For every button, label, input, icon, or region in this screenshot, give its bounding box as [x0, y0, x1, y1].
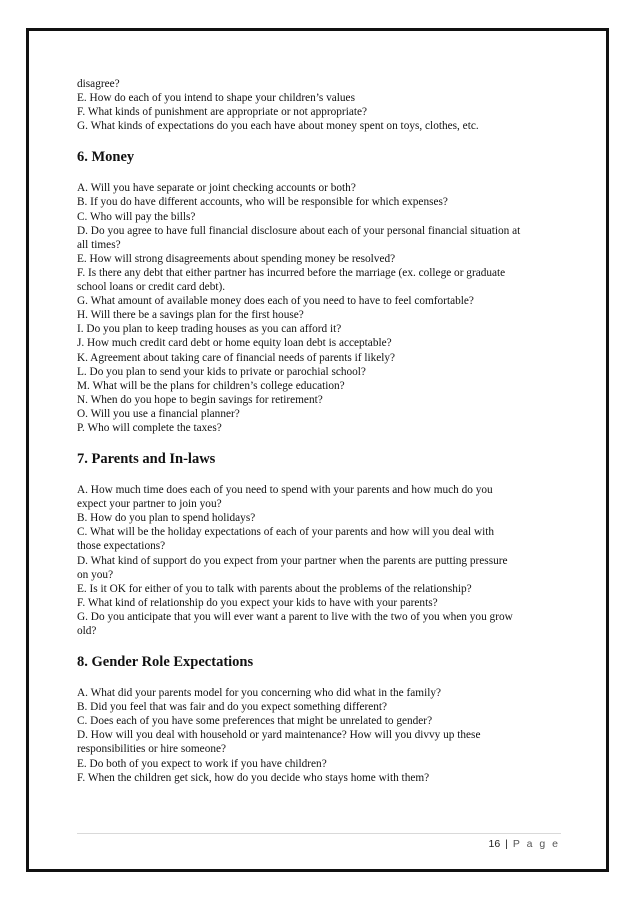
- document-body: [77, 77, 571, 785]
- question-line: A. Will you have separate or joint checking accounts or both?: [77, 182, 356, 195]
- question-line: B. How do you plan to spend holidays?: [77, 512, 256, 525]
- footer-divider: [77, 833, 561, 834]
- intro-block: [77, 77, 571, 133]
- section-money: [77, 148, 571, 435]
- question-line: B. If you do have different accounts, who will be responsible for which expenses?: [77, 196, 448, 209]
- page-footer: [488, 838, 560, 850]
- question-line: C. What will be the holiday expectations of each of your parents and how will you deal with: [77, 526, 495, 539]
- question-line: F. What kind of relationship do you expect your kids to have with your parents?: [77, 596, 438, 609]
- question-line: old?: [77, 625, 97, 637]
- question-line: G. Do you anticipate that you will ever want a parent to live with the two of you when you grow: [77, 610, 513, 623]
- question-line: D. What kind of support do you expect from your partner when the parents are putting pressure: [77, 554, 508, 567]
- question-line: responsibilities or hire someone?: [77, 743, 227, 756]
- question-line: O. Will you use a financial planner?: [77, 407, 240, 420]
- question-line: school loans or credit card debt).: [77, 281, 226, 294]
- question-line: expect your partner to join you?: [77, 498, 222, 511]
- section-heading: 6. Money: [77, 149, 135, 166]
- question-line: J. How much credit card debt or home equity loan debt is acceptable?: [77, 337, 392, 350]
- question-line: all times?: [77, 238, 121, 251]
- question-line: E. How will strong disagreements about spending money be resolved?: [77, 252, 396, 265]
- question-line: A. How much time does each of you need to spend with your parents and how much do you: [77, 484, 493, 497]
- question-line: G. What amount of available money does each of you need to have to feel comfortable?: [77, 295, 474, 308]
- question-line: C. Does each of you have some preferences that might be unrelated to gender?: [77, 715, 433, 728]
- question-line: E. Is it OK for either of you to talk with parents about the problems of the relationship?: [77, 582, 472, 595]
- text-line: F. What kinds of punishment are appropriate or not appropriate?: [77, 106, 368, 119]
- question-line: D. How will you deal with household or yard maintenance? How will you divvy up these: [77, 729, 481, 742]
- question-line: A. What did your parents model for you concerning who did what in the family?: [77, 687, 442, 700]
- question-line: E. Do both of you expect to work if you have children?: [77, 757, 327, 770]
- question-line: P. Who will complete the taxes?: [77, 421, 222, 434]
- question-line: on you?: [77, 568, 114, 581]
- question-line: N. When do you hope to begin savings for retirement?: [77, 393, 323, 406]
- question-line: B. Did you feel that was fair and do you expect something different?: [77, 701, 388, 714]
- text-line: E. How do each of you intend to shape your children’s values: [77, 92, 355, 105]
- text-line: disagree?: [77, 78, 120, 90]
- question-line: M. What will be the plans for children’s college education?: [77, 379, 345, 392]
- question-line: L. Do you plan to send your kids to private or parochial school?: [77, 365, 366, 378]
- page-label: P a g e: [512, 838, 560, 850]
- page-number: 16: [488, 838, 501, 850]
- question-line: H. Will there be a savings plan for the first house?: [77, 309, 304, 322]
- section-heading: 8. Gender Role Expectations: [77, 654, 254, 671]
- section-gender-role-expectations: [77, 653, 571, 785]
- section-heading: 7. Parents and In-laws: [77, 451, 216, 468]
- question-line: those expectations?: [77, 540, 166, 553]
- question-line: I. Do you plan to keep trading houses as you can afford it?: [77, 323, 342, 336]
- footer-separator: |: [505, 838, 508, 850]
- question-line: C. Who will pay the bills?: [77, 210, 196, 223]
- question-line: D. Do you agree to have full financial disclosure about each of your personal financial situation at: [77, 224, 521, 237]
- question-line: F. Is there any debt that either partner has incurred before the marriage (ex. college or graduate: [77, 266, 506, 279]
- text-line: G. What kinds of expectations do you each have about money spent on toys, clothes, etc.: [77, 120, 479, 133]
- question-line: K. Agreement about taking care of financial needs of parents if likely?: [77, 351, 396, 364]
- section-parents-in-laws: [77, 450, 571, 638]
- question-line: F. When the children get sick, how do you decide who stays home with them?: [77, 771, 430, 784]
